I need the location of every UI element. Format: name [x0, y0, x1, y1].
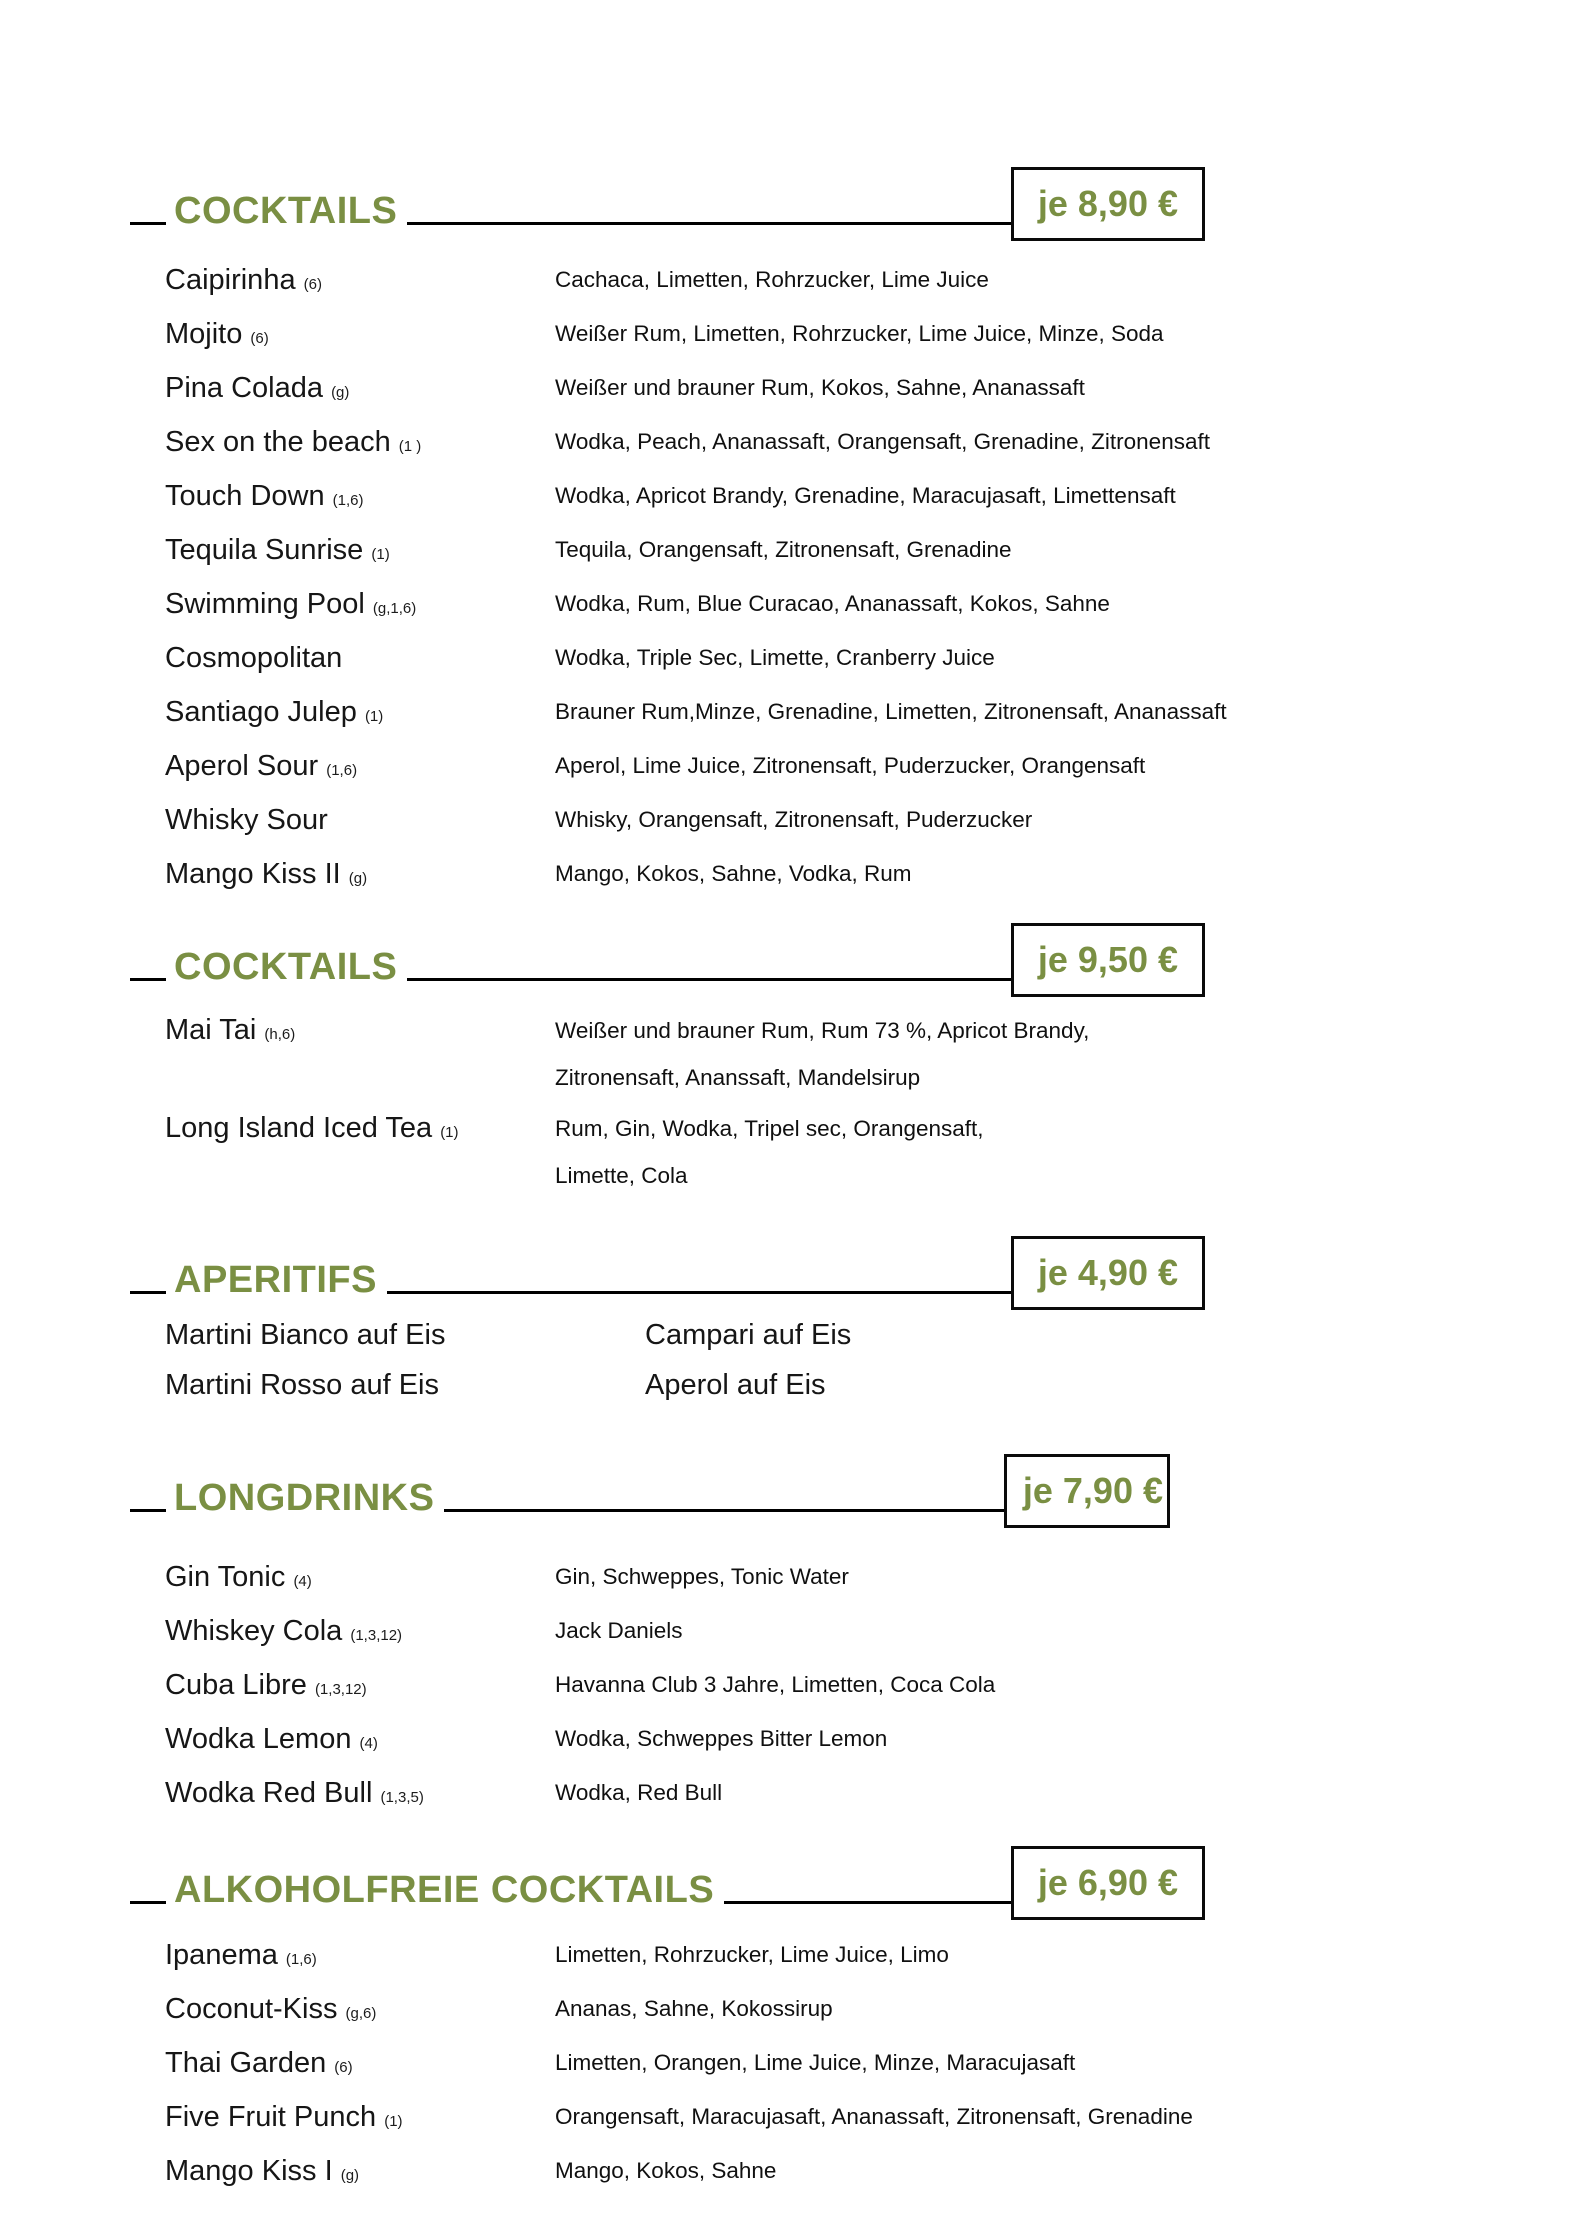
item-desc-line: Weißer und brauner Rum, Kokos, Sahne, Ananassaft — [555, 374, 1085, 400]
menu-item-row — [165, 1007, 1570, 1101]
price-label: je 6,90 € — [1037, 1862, 1178, 1903]
header-leader-line — [387, 1291, 1011, 1294]
price-box — [1004, 1454, 1170, 1528]
item-allergens: (g,1,6) — [372, 599, 417, 617]
item-name-cell — [165, 1007, 555, 1058]
menu-item-row — [165, 739, 1570, 793]
header-dash-line — [130, 222, 166, 225]
item-name: Pina Colada — [165, 371, 323, 404]
item-name-cell — [165, 1993, 555, 2026]
item-desc-line: Rum, Gin, Wodka, Tripel sec, Orangensaft, — [555, 1116, 984, 1141]
menu-section — [130, 1452, 1570, 1820]
item-name-cell — [165, 750, 555, 783]
item-name: Gin Tonic — [165, 1560, 286, 1593]
item-desc-line: Wodka, Rum, Blue Curacao, Ananassaft, Kokos, Sahne — [555, 590, 1110, 616]
header-dash-line — [130, 1509, 166, 1512]
item-name: Wodka Red Bull — [165, 1776, 373, 1809]
item-desc-line: Tequila, Orangensaft, Zitronensaft, Grenadine — [555, 536, 1012, 562]
item-desc-line: Mango, Kokos, Sahne — [555, 2157, 777, 2183]
item-desc-line: Gin, Schweppes, Tonic Water — [555, 1563, 849, 1589]
aperitif-name: Martini Rosso auf Eis — [165, 1368, 439, 1401]
aperitif-row — [165, 1310, 1570, 1360]
section-title: LONGDRINKS — [174, 1477, 435, 1519]
item-desc — [555, 266, 989, 294]
price-label: je 7,90 € — [1022, 1470, 1163, 1511]
item-desc-line: Havanna Club 3 Jahre, Limetten, Coca Cola — [555, 1671, 996, 1697]
item-name: Cosmopolitan — [165, 641, 343, 674]
section-title: APERITIFS — [174, 1259, 377, 1301]
item-desc — [555, 1779, 722, 1807]
item-name: Mojito — [165, 317, 243, 350]
item-allergens: (h,6) — [264, 1026, 296, 1043]
item-name-cell — [165, 264, 555, 297]
item-desc-line: Aperol, Lime Juice, Zitronensaft, Puderzucker, Orangensaft — [555, 752, 1146, 778]
item-name-cell — [165, 858, 555, 891]
menu-item-row — [165, 847, 1570, 901]
item-name-cell — [165, 318, 555, 351]
item-allergens: (g) — [331, 383, 350, 401]
item-desc — [555, 590, 1110, 618]
menu-item-row — [165, 685, 1570, 739]
item-list — [165, 253, 1570, 901]
item-name: Swimming Pool — [165, 587, 365, 620]
item-name: Mango Kiss I — [165, 2154, 333, 2187]
menu-item-row — [165, 1928, 1570, 1982]
item-name: Whiskey Cola — [165, 1614, 343, 1647]
item-desc — [555, 1563, 849, 1591]
menu-item-row — [165, 1982, 1570, 2036]
section-header — [130, 1234, 1205, 1301]
menu-section — [130, 1844, 1570, 2198]
item-desc — [555, 1725, 887, 1753]
item-name-cell — [165, 426, 555, 459]
price-box — [1011, 923, 1205, 997]
item-allergens: (4) — [293, 1572, 312, 1590]
item-allergens: (1) — [384, 2112, 403, 2130]
item-desc — [555, 536, 1012, 564]
item-name: Sex on the beach — [165, 425, 391, 458]
item-allergens: (1) — [371, 545, 390, 563]
item-name-cell — [165, 1723, 555, 1756]
item-allergens: (1,6) — [326, 761, 358, 779]
item-desc-line: Mango, Kokos, Sahne, Vodka, Rum — [555, 860, 912, 886]
item-name: Whisky Sour — [165, 803, 328, 836]
item-name: Cuba Libre — [165, 1668, 307, 1701]
section-header — [130, 165, 1205, 232]
item-name-cell — [165, 1615, 555, 1648]
item-name-cell — [165, 642, 555, 675]
item-list — [165, 1310, 1570, 1410]
item-desc — [555, 806, 1032, 834]
item-desc — [555, 1671, 995, 1699]
item-name-cell — [165, 2047, 555, 2080]
menu-section — [130, 921, 1570, 1199]
aperitif-name: Martini Bianco auf Eis — [165, 1318, 446, 1351]
section-header — [130, 921, 1205, 988]
item-desc — [555, 752, 1145, 780]
item-name-cell — [165, 534, 555, 567]
item-name-cell — [165, 588, 555, 621]
item-desc — [555, 1617, 683, 1645]
item-desc — [555, 644, 995, 672]
header-leader-line — [407, 222, 1011, 225]
menu-item-row — [165, 1550, 1570, 1604]
item-allergens: (g) — [348, 869, 368, 887]
item-desc-line: Ananas, Sahne, Kokossirup — [555, 1995, 833, 2021]
item-desc-line: Cachaca, Limetten, Rohrzucker, Lime Juice — [555, 266, 989, 292]
header-leader-line — [407, 978, 1011, 981]
item-desc — [555, 1995, 833, 2023]
item-desc — [555, 698, 1227, 726]
item-name: Aperol Sour — [165, 749, 319, 782]
item-desc — [555, 2157, 776, 2185]
item-desc — [555, 1007, 1089, 1101]
menu-item-row — [165, 469, 1570, 523]
section-title: COCKTAILS — [174, 190, 398, 232]
menu-item-row — [165, 631, 1570, 685]
item-desc — [555, 428, 1210, 456]
item-name: Mango Kiss II — [165, 857, 341, 890]
item-allergens: (1,3,12) — [350, 1626, 403, 1644]
section-title: ALKOHOLFREIE COCKTAILS — [174, 1869, 715, 1911]
item-list — [165, 1550, 1570, 1820]
item-allergens: (1) — [440, 1124, 459, 1141]
item-desc — [555, 374, 1085, 402]
menu-item-row — [165, 2090, 1570, 2144]
item-name-cell — [165, 1105, 555, 1156]
item-desc-line: Weißer Rum, Limetten, Rohrzucker, Lime Juice, Minze, Soda — [555, 320, 1164, 346]
item-list — [165, 1928, 1570, 2198]
item-allergens: (1,6) — [332, 491, 364, 509]
item-desc — [555, 860, 911, 888]
header-leader-line — [724, 1901, 1011, 1904]
header-dash-line — [130, 1901, 166, 1904]
item-name: Wodka Lemon — [165, 1722, 352, 1755]
header-leader-line — [444, 1509, 1003, 1512]
item-name: Coconut-Kiss — [165, 1992, 338, 2025]
item-desc — [555, 2049, 1075, 2077]
price-label: je 8,90 € — [1037, 183, 1178, 224]
item-allergens: (4) — [359, 1734, 378, 1752]
menu-item-row — [165, 577, 1570, 631]
item-name: Thai Garden — [165, 2046, 327, 2079]
menu-item-row — [165, 253, 1570, 307]
price-box — [1011, 1846, 1205, 1920]
item-allergens: (6) — [250, 329, 269, 347]
item-name: Ipanema — [165, 1938, 278, 1971]
item-name: Santiago Julep — [165, 695, 357, 728]
item-name-cell — [165, 2101, 555, 2134]
menu-item-row — [165, 307, 1570, 361]
item-name: Long Island Iced Tea — [165, 1112, 433, 1144]
price-box — [1011, 1236, 1205, 1310]
section-header — [130, 1844, 1205, 1911]
item-name-cell — [165, 1777, 555, 1810]
menu-item-row — [165, 1604, 1570, 1658]
price-label: je 4,90 € — [1037, 1252, 1178, 1293]
item-desc-line: Orangensaft, Maracujasaft, Ananassaft, Zitronensaft, Grenadine — [555, 2103, 1193, 2129]
item-desc-line: Wodka, Apricot Brandy, Grenadine, Maracujasaft, Limettensaft — [555, 482, 1176, 508]
header-dash-line — [130, 1291, 166, 1294]
price-label: je 9,50 € — [1037, 939, 1178, 980]
item-name-cell — [165, 2155, 555, 2188]
item-allergens: (1 ) — [398, 437, 422, 455]
item-allergens: (g,6) — [345, 2004, 377, 2022]
item-desc-line: Limette, Cola — [555, 1163, 688, 1188]
item-desc-line: Wodka, Schweppes Bitter Lemon — [555, 1725, 888, 1751]
item-desc-line: Wodka, Triple Sec, Limette, Cranberry Juice — [555, 644, 995, 670]
menu-item-row — [165, 1105, 1570, 1199]
item-desc-line: Jack Daniels — [555, 1617, 683, 1643]
menu-item-row — [165, 523, 1570, 577]
aperitif-name: Campari auf Eis — [645, 1318, 852, 1351]
item-allergens: (1,3,5) — [380, 1788, 424, 1806]
item-list — [165, 1007, 1570, 1199]
menu-section — [130, 165, 1570, 901]
item-allergens: (6) — [303, 275, 322, 293]
aperitif-row — [165, 1360, 1570, 1410]
item-allergens: (1) — [364, 707, 384, 725]
item-desc — [555, 2103, 1193, 2131]
item-name: Touch Down — [165, 479, 325, 512]
item-desc — [555, 482, 1176, 510]
item-desc-line: Wodka, Red Bull — [555, 1779, 723, 1805]
item-desc-line: Whisky, Orangensaft, Zitronensaft, Puderzucker — [555, 806, 1033, 832]
menu-section — [130, 1234, 1570, 1410]
price-box — [1011, 167, 1205, 241]
item-desc-line: Wodka, Peach, Ananassaft, Orangensaft, Grenadine, Zitronensaft — [555, 428, 1210, 454]
menu-item-row — [165, 415, 1570, 469]
item-name-cell — [165, 696, 555, 729]
item-desc — [555, 1941, 949, 1969]
item-allergens: (1,6) — [285, 1950, 317, 1968]
item-desc-line: Weißer und brauner Rum, Rum 73 %, Apricot Brandy, — [555, 1018, 1090, 1043]
item-allergens: (6) — [334, 2058, 353, 2076]
item-name-cell — [165, 1561, 555, 1594]
item-desc-line: Zitronensaft, Ananssaft, Mandelsirup — [555, 1065, 921, 1090]
menu-item-row — [165, 1766, 1570, 1820]
item-desc — [555, 320, 1164, 348]
section-title: COCKTAILS — [174, 946, 398, 988]
item-name-cell — [165, 1669, 555, 1702]
menu-item-row — [165, 2036, 1570, 2090]
item-name: Caipirinha — [165, 263, 296, 296]
item-desc-line: Limetten, Orangen, Lime Juice, Minze, Maracujasaft — [555, 2049, 1076, 2075]
menu-item-row — [165, 2144, 1570, 2198]
item-name-cell — [165, 372, 555, 405]
menu-item-row — [165, 361, 1570, 415]
item-name: Tequila Sunrise — [165, 533, 364, 566]
item-desc — [555, 1105, 984, 1199]
item-desc-line: Limetten, Rohrzucker, Lime Juice, Limo — [555, 1941, 949, 1967]
section-header — [130, 1452, 1170, 1519]
item-name-cell — [165, 480, 555, 513]
item-name-cell — [165, 804, 555, 837]
menu-item-row — [165, 1658, 1570, 1712]
item-desc-line: Brauner Rum,Minze, Grenadine, Limetten, Zitronensaft, Ananassaft — [555, 698, 1227, 724]
menu-item-row — [165, 1712, 1570, 1766]
header-dash-line — [130, 978, 166, 981]
menu-item-row — [165, 793, 1570, 847]
item-allergens: (1,3,12) — [314, 1680, 367, 1698]
aperitif-name: Aperol auf Eis — [645, 1368, 826, 1401]
item-allergens: (g) — [340, 2166, 360, 2184]
item-name: Five Fruit Punch — [165, 2100, 377, 2133]
item-name-cell — [165, 1939, 555, 1972]
item-name: Mai Tai — [165, 1014, 257, 1046]
